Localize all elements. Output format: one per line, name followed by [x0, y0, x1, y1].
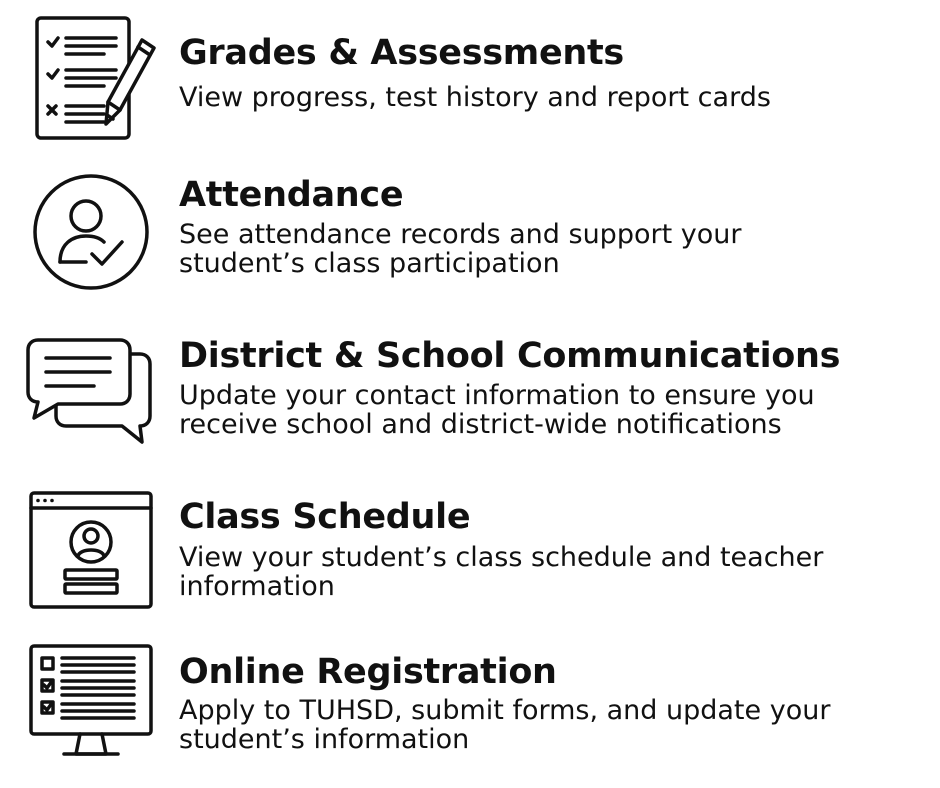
feature-title: Class Schedule: [179, 497, 471, 537]
feature-description: View your student’s class schedule and teacher information: [179, 542, 824, 602]
chat-bubbles-icon: [24, 330, 158, 460]
feature-description: View progress, test history and report cards: [179, 82, 771, 113]
feature-description: Apply to TUHSD, submit forms, and update your student’s information: [179, 695, 831, 755]
profile-window-icon: [24, 488, 158, 618]
feature-title: Attendance: [179, 175, 404, 215]
feature-description: See attendance records and support your student’s class participation: [179, 219, 742, 279]
user-check-icon: [24, 170, 158, 300]
monitor-form-icon: [24, 640, 158, 770]
feature-description: Update your contact information to ensure you receive school and district-wide notifications: [179, 380, 815, 440]
feature-title: Grades & Assessments: [179, 33, 624, 73]
feature-title: Online Registration: [179, 652, 557, 692]
feature-title: District & School Communications: [179, 336, 841, 376]
checklist-pencil-icon: [24, 14, 158, 144]
